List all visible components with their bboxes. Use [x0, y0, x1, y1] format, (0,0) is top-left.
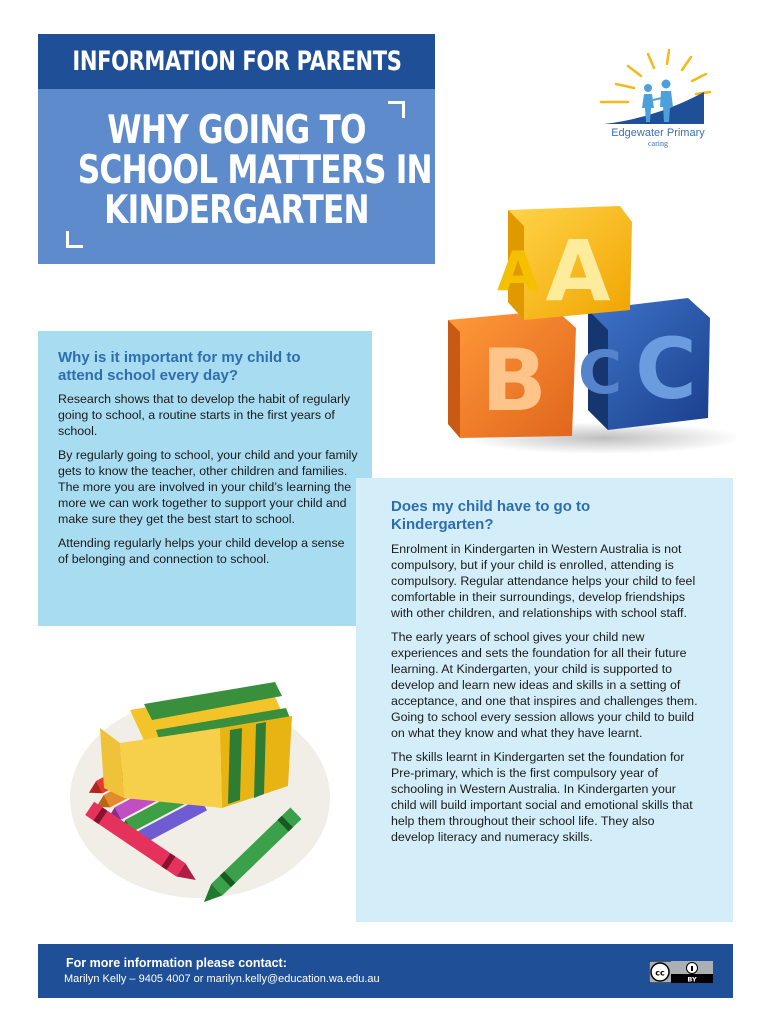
footer-heading: For more information please contact: — [66, 956, 287, 970]
title-line: SCHOOL MATTERS IN — [77, 148, 432, 193]
svg-text:cc: cc — [655, 968, 665, 978]
paragraph: By regularly going to school, your child and your family gets to know the teacher, other children and families. The more you are involved in your child’s learning the more we can work together to support your child and make sure they get the best start to school. — [58, 448, 358, 526]
block-letter-a: A — [545, 222, 611, 320]
banner-top — [38, 34, 435, 89]
paragraph: The early years of school gives your child new experiences and sets the foundation for all their future learning. At Kindergarten, your child is supported to develop and learn new ideas and skills in a setting of acceptance, and one that inspires and challenges them. Going to school every session allows your child to build on what they know and what they have learnt. — [391, 630, 698, 740]
section-heading: Why is it important for my child to attend school every day? — [58, 349, 301, 384]
paragraph: Research shows that to develop the habit of regularly going to school, a routine starts in the first years of school. — [58, 392, 351, 438]
corner-mark-icon — [66, 231, 83, 248]
school-tagline: caring — [648, 139, 668, 148]
section-kindergarten-compulsory — [356, 478, 733, 922]
svg-text:A: A — [497, 240, 539, 303]
block-letter-c: C — [635, 320, 697, 418]
crayon-box-illustration — [60, 668, 335, 908]
paragraph: Enrolment in Kindergarten in Western Australia is not compulsory, but if your child is enrolled, attending is compulsory. Regular attendance helps your child to feel comfortable in their surroundings, develop friendships with other children, and relationships with school staff. — [391, 542, 696, 620]
section-attendance-importance — [38, 331, 372, 626]
block-letter-b: B — [481, 331, 547, 431]
page-title — [38, 108, 435, 233]
banner-main — [38, 89, 435, 264]
section-heading: Does my child have to go to Kindergarten? — [391, 498, 591, 533]
license-badge-text: BY — [687, 975, 697, 983]
footer-contact-info: Marilyn Kelly – 9405 4007 or marilyn.kelly@education.wa.edu.au — [64, 973, 380, 985]
title-line: WHY GOING TO — [107, 108, 366, 153]
banner-top-text: INFORMATION FOR PARENTS — [71, 46, 402, 77]
abc-blocks-illustration — [438, 198, 738, 458]
section-body — [58, 391, 358, 575]
contact-footer — [38, 944, 733, 998]
title-line: KINDERGARTEN — [104, 188, 369, 233]
school-name: Edgewater Primary — [611, 127, 705, 139]
paragraph: Attending regularly helps your child develop a sense of belonging and connection to school. — [58, 536, 345, 566]
svg-text:C: C — [577, 338, 623, 408]
section-body — [391, 541, 701, 853]
paragraph: The skills learnt in Kindergarten set the foundation for Pre-primary, which is the first compulsory year of schooling in Western Australia. In Kindergarten your child will build important social and emotional skills that help them throughout their school life. They also develop literacy and numeracy skills. — [391, 750, 693, 844]
creative-commons-license-icon — [649, 961, 713, 983]
